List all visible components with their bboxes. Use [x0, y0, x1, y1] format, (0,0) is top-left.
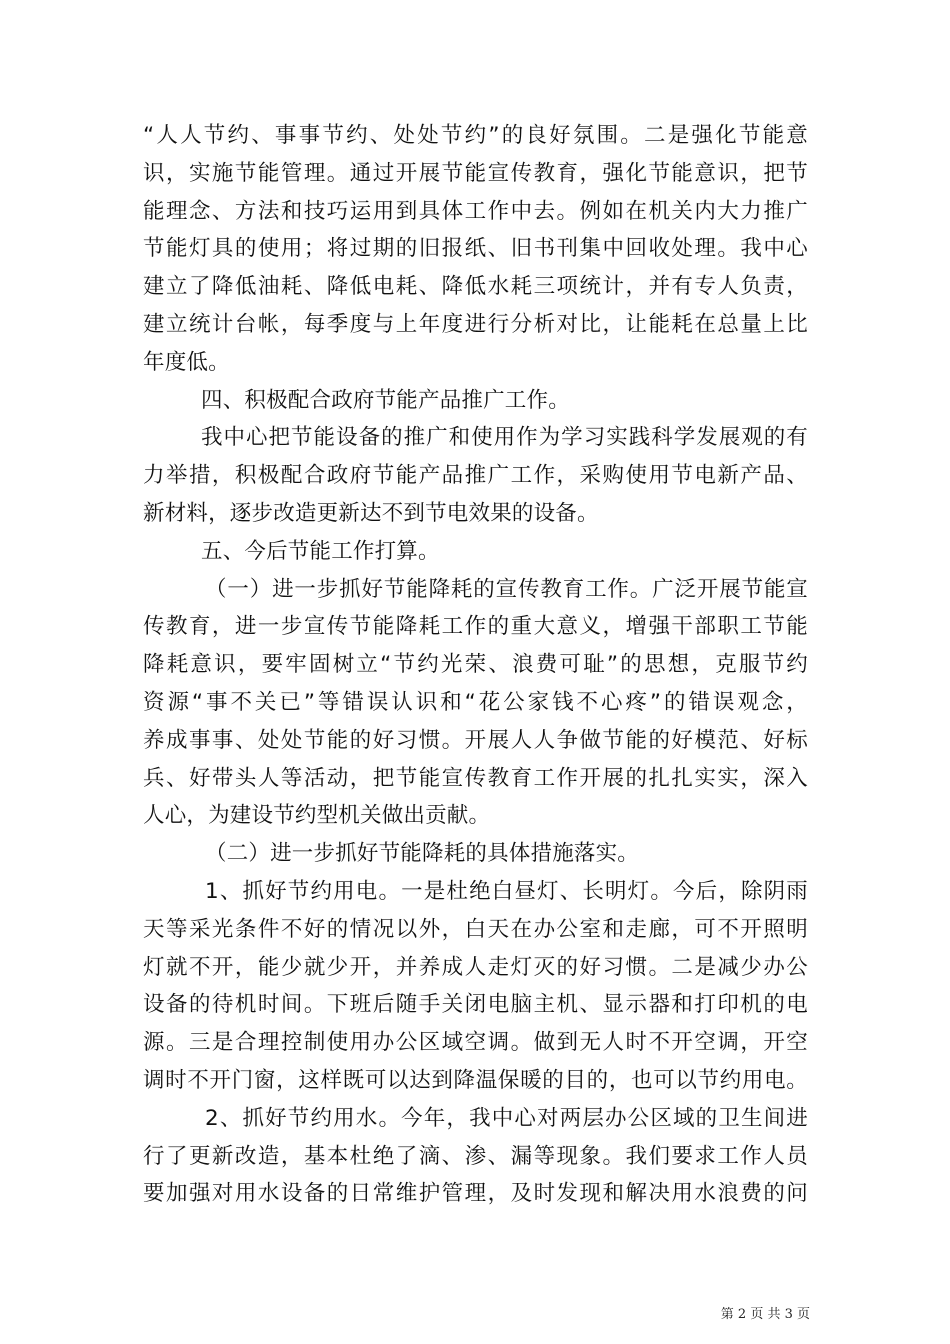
text-line: “人人节约、事事节约、处处节约”的良好氛围。二是强化节能意 — [143, 123, 808, 148]
text-line: 兵、好带头人等活动，把节能宣传教育工作开展的扎扎实实，深入 — [143, 765, 808, 791]
document-body — [143, 117, 808, 1213]
text-line: 建立了降低油耗、降低电耗、降低水耗三项统计，并有专人负责， — [143, 274, 808, 300]
text-line: 资源“事不关已”等错误认识和“花公家钱不心疼”的错误观念， — [143, 689, 808, 715]
text-line: 行了更新改造，基本杜绝了滴、渗、漏等现象。我们要求工作人员 — [143, 1143, 808, 1169]
text-line: 节能灯具的使用；将过期的旧报纸、旧书刊集中回收处理。我中心 — [143, 236, 808, 262]
text-line: 建立统计台帐，每季度与上年度进行分析对比，让能耗在总量上比 — [143, 311, 808, 337]
text-line: 1、抓好节约用电。一是杜绝白昼灯、长明灯。今后，除阴雨 — [205, 878, 808, 904]
text-line: 新材料，逐步改造更新达不到节电效果的设备。 — [143, 500, 599, 526]
text-line: 2、抓好节约用水。今年，我中心对两层办公区域的卫生间进 — [205, 1105, 808, 1131]
text-line: 力举措，积极配合政府节能产品推广工作，采购使用节电新产品、 — [143, 463, 808, 489]
text-line: 我中心把节能设备的推广和使用作为学习实践科学发展观的有 — [201, 425, 808, 451]
text-line: 天等采光条件不好的情况以外，白天在办公室和走廊，可不开照明 — [143, 916, 808, 942]
section-heading: 四、积极配合政府节能产品推广工作。 — [201, 387, 570, 413]
text-line: 人心，为建设节约型机关做出贡献。 — [143, 803, 491, 829]
text-line: 识，实施节能管理。通过开展节能宣传教育，强化节能意识，把节 — [143, 160, 808, 186]
text-line: 传教育，进一步宣传节能降耗工作的重大意义，增强干部职工节能 — [143, 614, 808, 640]
text-line: 能理念、方法和技巧运用到具体工作中去。例如在机关内大力推广 — [143, 198, 808, 224]
text-line: 要加强对用水设备的日常维护管理，及时发现和解决用水浪费的问 — [143, 1181, 808, 1207]
text-line: 调时不开门窗，这样既可以达到降温保暖的目的，也可以节约用电。 — [143, 1067, 808, 1093]
subsection-heading: （一）进一步抓好节能降耗的宣传教育工作。广泛开展节能宣 — [205, 576, 808, 602]
text-line: 年度低。 — [143, 349, 230, 375]
text-line: 养成事事、处处节能的好习惯。开展人人争做节能的好模范、好标 — [143, 727, 808, 753]
text-line: 设备的待机时间。下班后随手关闭电脑主机、显示器和打印机的电 — [143, 992, 808, 1018]
section-heading: 五、今后节能工作打算。 — [201, 538, 440, 564]
page-number: 第 2 页 共 3 页 — [720, 1307, 810, 1322]
subsection-heading: （二）进一步抓好节能降耗的具体措施落实。 — [205, 841, 640, 867]
text-line: 灯就不开，能少就少开，并养成人走灯灭的好习惯。二是减少办公 — [143, 954, 808, 980]
text-line: 源。三是合理控制使用办公区域空调。做到无人时不开空调，开空 — [143, 1030, 808, 1056]
text-line: 降耗意识，要牢固树立“节约光荣、浪费可耻”的思想，克服节约 — [143, 652, 808, 678]
